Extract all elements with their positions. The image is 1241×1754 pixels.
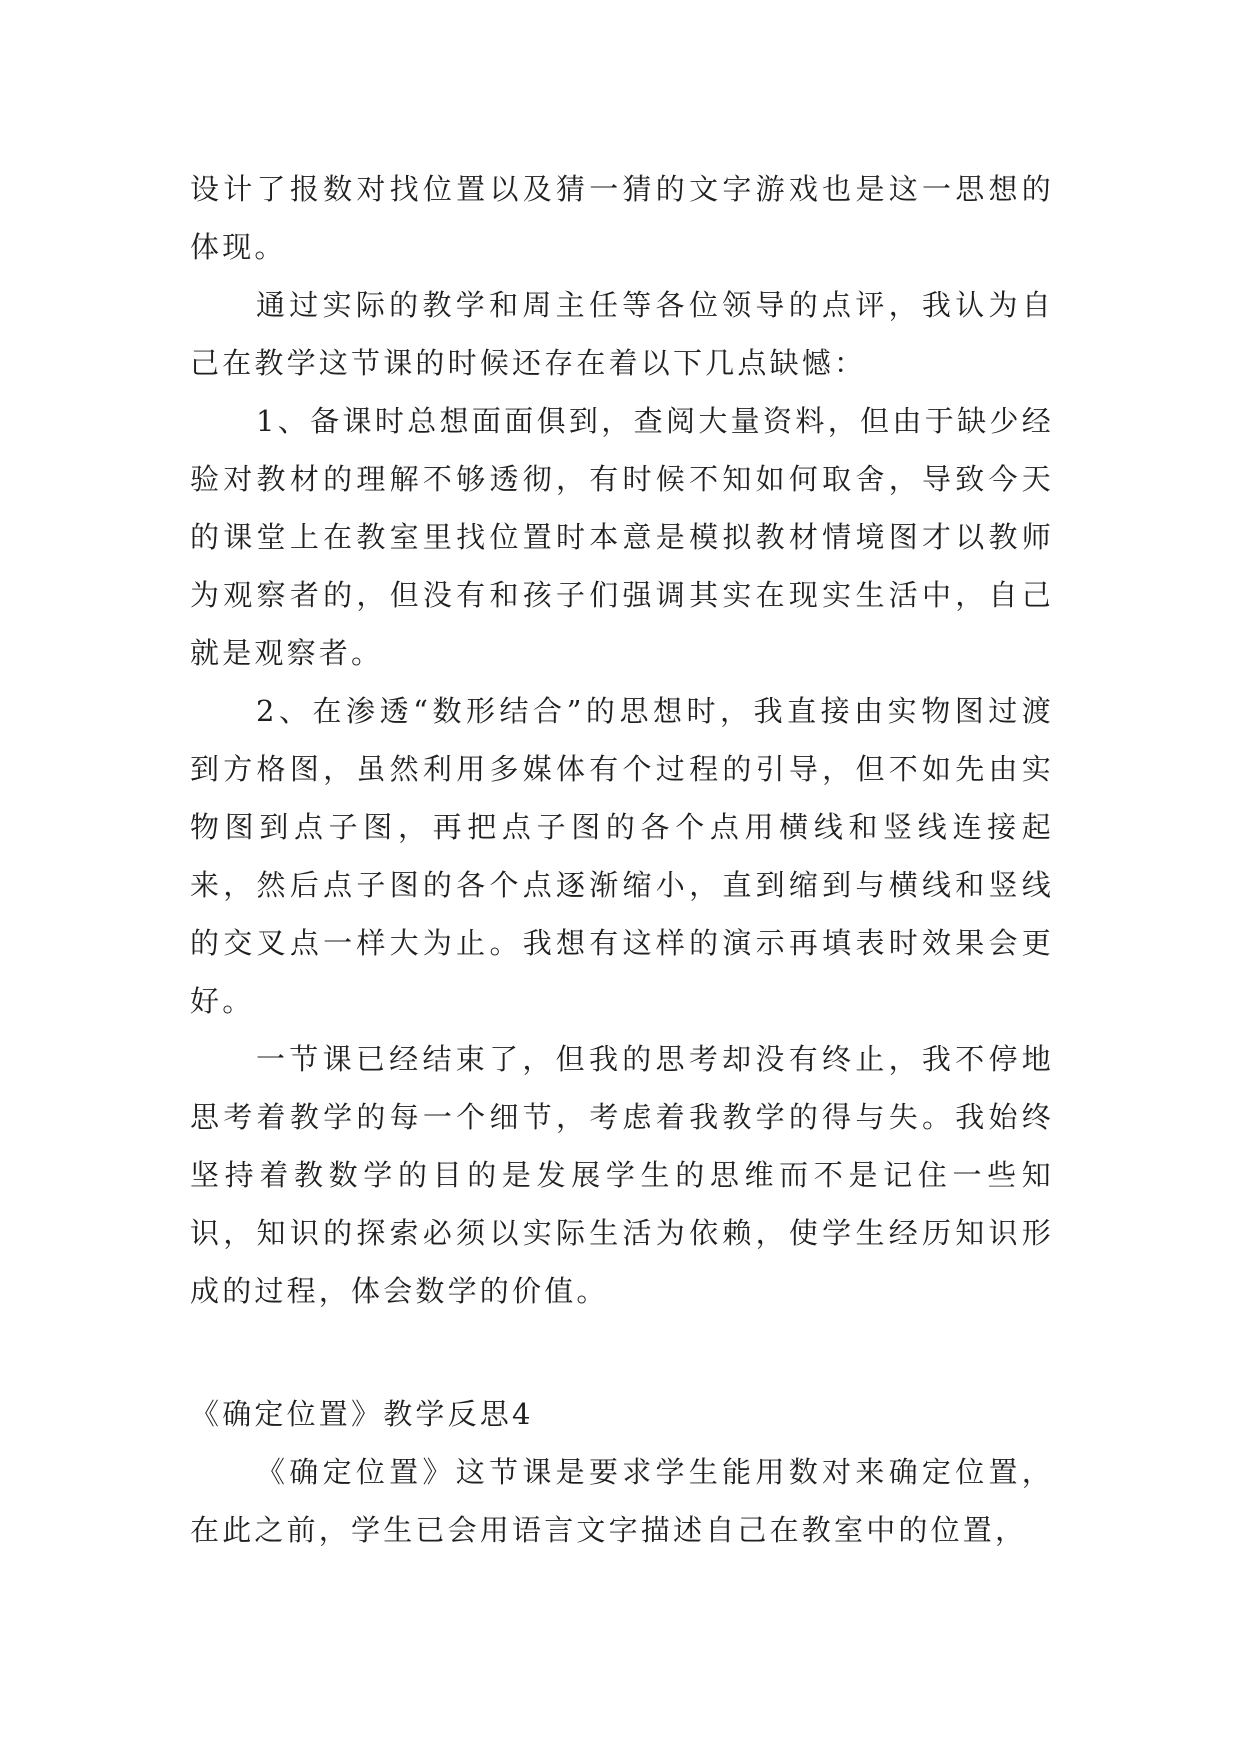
paragraph-2: 通过实际的教学和周主任等各位领导的点评，我认为自己在教学这节课的时候还存在着以下几点缺憾：	[190, 288, 1054, 380]
paragraph-3: 1、备课时总想面面俱到，查阅大量资料，但由于缺少经验对教材的理解不够透彻，有时候不知如何取舍，导致今天的课堂上在教室里找位置时本意是模拟教材情境图才以教师为观察者的，但没有和孩子们强调其实在现实生活中，自己就是观察者。	[190, 404, 1054, 670]
section-title: 《确定位置》教学反思4	[190, 1397, 534, 1431]
section-spacer	[190, 1320, 1054, 1385]
section-paragraph-1: 《确定位置》这节课是要求学生能用数对来确定位置，在此之前，学生已会用语言文字描述自己在教室中的位置，	[190, 1455, 1054, 1547]
paragraph-4: 2、在渗透“数形结合”的思想时，我直接由实物图过渡到方格图，虽然利用多媒体有个过程的引导，但不如先由实物图到点子图，再把点子图的各个点用横线和竖线连接起来，然后点子图的各个点逐渐缩小，直到缩到与横线和竖线的交叉点一样大为止。我想有这样的演示再填表时效果会更好。	[190, 694, 1054, 1018]
paragraph-1: 设计了报数对找位置以及猜一猜的文字游戏也是这一思想的体现。	[190, 172, 1054, 264]
paragraph-5: 一节课已经结束了，但我的思考却没有终止，我不停地思考着教学的每一个细节，考虑着我教学的得与失。我始终坚持着教数学的目的是发展学生的思维而不是记住一些知识，知识的探索必须以实际生活为依赖，使学生经历知识形成的过程，体会数学的价值。	[190, 1042, 1054, 1308]
document-page	[190, 160, 1054, 1559]
